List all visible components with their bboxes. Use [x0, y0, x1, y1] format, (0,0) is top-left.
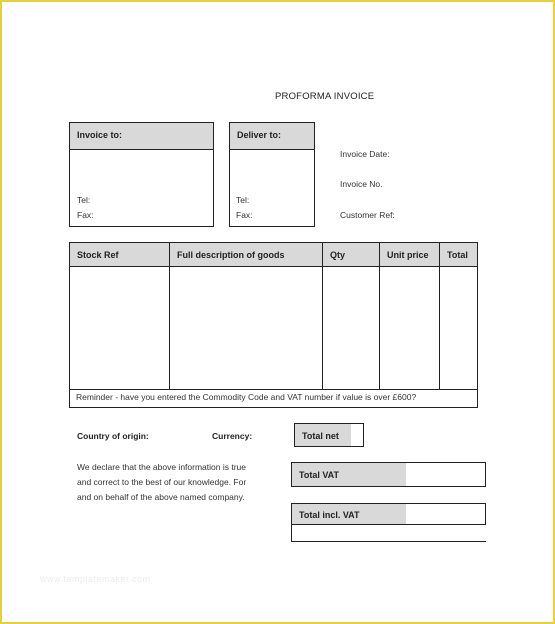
total-net-box [294, 423, 364, 447]
reminder-row [70, 389, 477, 408]
declaration-line-1: We declare that the above information is true [77, 462, 246, 472]
total-net-label: Total net [302, 431, 339, 441]
invoice-date-label: Invoice Date: [340, 149, 390, 159]
currency-label: Currency: [212, 431, 253, 441]
col-unit-price: Unit price [380, 243, 440, 266]
watermark-text: www.templatemaker.com [40, 574, 151, 584]
total-incl-vat-box [291, 503, 486, 525]
total-incl-vat-underline [291, 541, 486, 542]
page-title: PROFORMA INVOICE [275, 91, 375, 102]
total-incl-vat-underline [291, 523, 292, 541]
reminder-text: Reminder - have you entered the Commodity Code and VAT number if value is over £600? [76, 392, 417, 402]
total-incl-vat-label: Total incl. VAT [299, 510, 360, 520]
invoice-to-tel-label: Tel: [77, 195, 91, 205]
declaration-line-2: and correct to the best of our knowledge. For [77, 477, 247, 487]
declaration-line-3: and on behalf of the above named company. [77, 492, 245, 502]
col-divider [379, 243, 380, 389]
col-qty: Qty [323, 243, 380, 266]
total-vat-box [291, 462, 486, 487]
customer-ref-label: Customer Ref: [340, 210, 395, 220]
deliver-to-header: Deliver to: [230, 123, 314, 150]
invoice-no-label: Invoice No. [340, 179, 383, 189]
invoice-to-header: Invoice to: [70, 123, 213, 150]
col-divider [439, 243, 440, 389]
col-total: Total [447, 250, 468, 260]
deliver-to-fax-label: Fax: [236, 210, 253, 220]
col-stock-ref: Stock Ref [70, 243, 170, 266]
deliver-to-box [229, 122, 315, 227]
goods-table [69, 242, 478, 408]
total-vat-label: Total VAT [299, 470, 339, 480]
country-of-origin-label: Country of origin: [77, 431, 149, 441]
deliver-to-tel-label: Tel: [236, 195, 250, 205]
col-divider [169, 243, 170, 389]
invoice-to-fax-label: Fax: [77, 210, 94, 220]
invoice-to-box [69, 122, 214, 227]
col-divider [322, 243, 323, 389]
col-description: Full description of goods [170, 243, 323, 266]
